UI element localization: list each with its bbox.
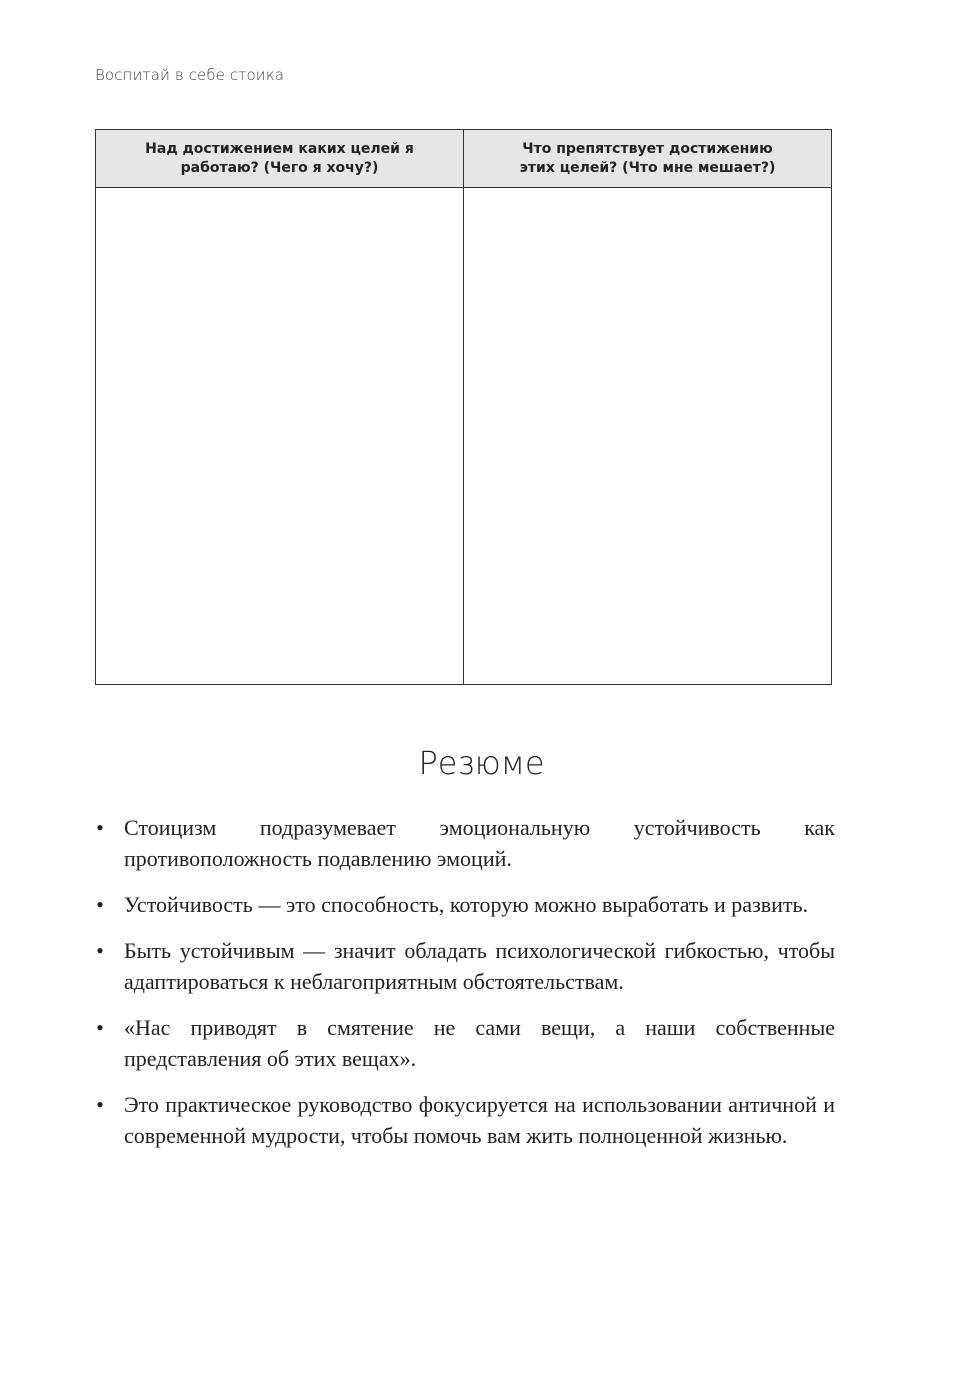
obstacles-write-area — [464, 188, 831, 684]
list-item-text: Быть устойчивым — значит обладать психологической гибкостью, чтобы адаптироваться к неблагоприятным обстоятельствам. — [124, 938, 835, 994]
column-header-text: Над достижением каких целей я работаю? (Чего я хочу?) — [145, 140, 414, 176]
list-item — [95, 1012, 835, 1074]
list-item — [95, 935, 835, 997]
list-item — [95, 1089, 835, 1151]
list-item-text: «Нас приводят в смятение не сами вещи, а наши собственные представления об этих вещах». — [124, 1015, 835, 1071]
bullet-icon: • — [96, 1092, 104, 1117]
bullet-icon: • — [96, 892, 104, 917]
goals-write-area — [96, 188, 463, 684]
column-header — [464, 130, 831, 188]
column-header-text: Что препятствует достижению этих целей? (Что мне мешает?) — [519, 140, 776, 176]
bullet-icon: • — [96, 815, 104, 840]
list-item — [95, 889, 835, 920]
worksheet-table — [95, 129, 832, 685]
running-head: Воспитай в себе стоика — [95, 66, 285, 84]
column-header — [96, 130, 463, 188]
worksheet-column-obstacles — [463, 130, 831, 684]
section-title: Резюме — [418, 744, 545, 782]
summary-list — [95, 812, 835, 1166]
list-item-text: Устойчивость — это способность, которую можно выработать и развить. — [124, 892, 809, 917]
list-item-text: Стоицизм подразумевает эмоциональную устойчивость как противоположность подавлению эмоций. — [124, 815, 835, 871]
bullet-icon: • — [96, 1015, 104, 1040]
list-item-text: Это практическое руководство фокусируется на использовании античной и современной мудрости, чтобы помочь вам жить полноценной жизнью. — [124, 1092, 835, 1148]
list-item — [95, 812, 835, 874]
bullet-icon: • — [96, 938, 104, 963]
worksheet-column-goals — [96, 130, 463, 684]
